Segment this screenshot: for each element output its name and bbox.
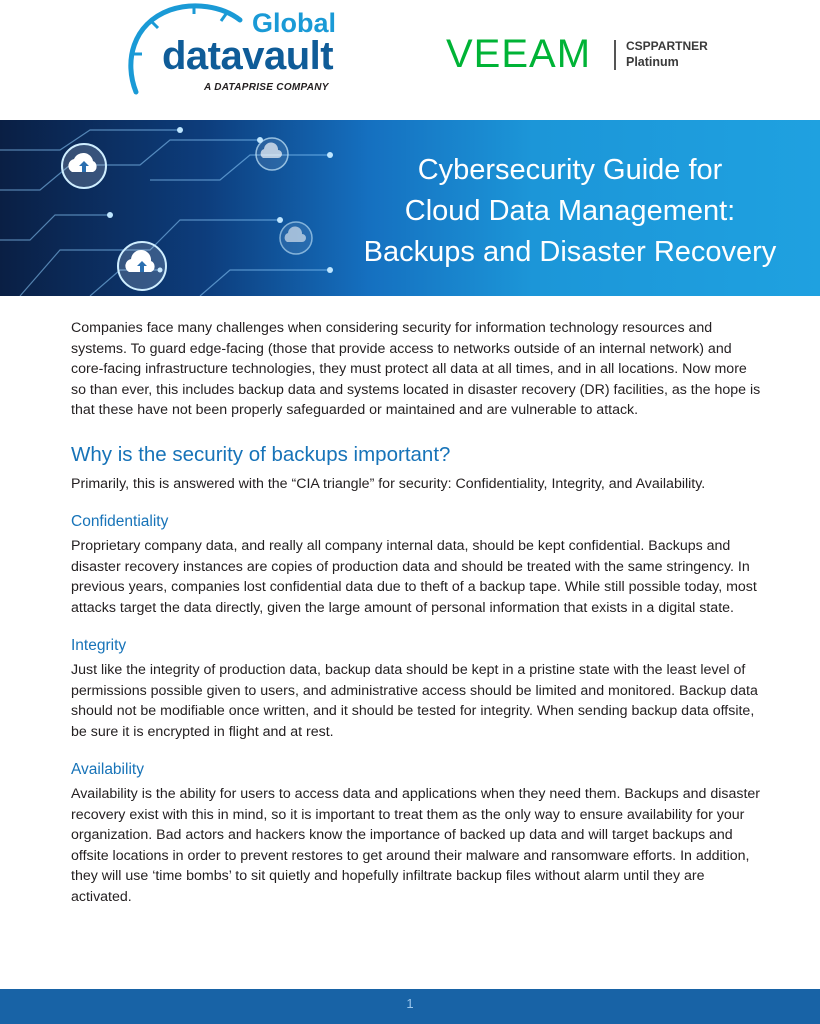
integrity-paragraph: Just like the integrity of production data, backup data should be kept in a pristine state with the least level of permissions possible given to users, and administrative access should be limited and monitored. Backup data should not be modifiable once written, and it should be tested for integrity. When sending backup data offsite, be sure it is encrypted in flight and at rest. — [71, 662, 758, 740]
document-body — [71, 318, 761, 907]
title-line-3: Backups and Disaster Recovery — [363, 236, 777, 268]
logo-global-text: Global — [252, 8, 337, 38]
csp-partner-label: CSPPARTNER — [626, 39, 708, 53]
integrity-heading: Integrity — [71, 637, 127, 654]
document-title — [340, 150, 800, 273]
intro-paragraph: Companies face many challenges when considering security for information technology resources and systems. To guard edge-facing (those that provide access to networks outside of an internal network) and core-facing infrastructure technologies, they must protect all data at all times, and in all locations. Now more so than ever, this includes backup data and systems located in disaster recovery (DR) facilities, as the hope is that these have not been properly safeguarded or maintained and are vulnerable to attack. — [71, 320, 761, 418]
logo-divider — [614, 40, 616, 70]
csp-tier-label: Platinum — [626, 55, 679, 69]
logo-tagline: A DATAPRISE COMPANY — [204, 82, 329, 93]
section-lead-paragraph: Primarily, this is answered with the “CIA triangle” for security: Confidentiality, Integrity, and Availability. — [71, 475, 706, 492]
header — [0, 0, 820, 118]
section-heading: Why is the security of backups important? — [71, 442, 451, 466]
hero-banner — [0, 120, 820, 296]
cloud-upload-icon — [280, 222, 312, 254]
title-line-2: Cloud Data Management: — [404, 195, 736, 227]
confidentiality-heading: Confidentiality — [71, 513, 169, 530]
title-line-1: Cybersecurity Guide for — [417, 154, 723, 186]
page-number: 1 — [406, 996, 414, 1011]
cloud-upload-icon — [62, 144, 106, 188]
cloud-upload-icon — [256, 138, 288, 170]
global-datavault-logo — [122, 2, 362, 98]
cloud-upload-icon — [118, 242, 166, 290]
confidentiality-paragraph: Proprietary company data, and really all company internal data, should be kept confidential. Backups and disaster recovery instances are copies of production data and should be treated with the same stringency. In previous years, companies lost confidential data due to theft of a backup tape. While still possible today, most attacks target the data directly, given the large amount of personal information that exists in a digital state. — [71, 538, 757, 616]
logo-datavault-text: datavault — [162, 34, 334, 78]
availability-heading: Availability — [71, 761, 144, 778]
veeam-logo: VEEAM — [446, 32, 592, 76]
csp-partner-badge — [626, 38, 708, 70]
page-footer — [0, 989, 820, 1024]
availability-paragraph: Availability is the ability for users to access data and applications when they need them. Backups and disaster recovery exist with this in mind, so it is important to treat them as the only way to ensure availability for your organization. Bad actors and hackers know the importance of backed up data and will target backups and offsite locations in order to prevent restores to get around their malware and ransomware efforts. In addition, they will use ‘time bombs’ to sit quietly and hopefully infiltrate backup files without alarm until they are activated. — [71, 786, 761, 905]
